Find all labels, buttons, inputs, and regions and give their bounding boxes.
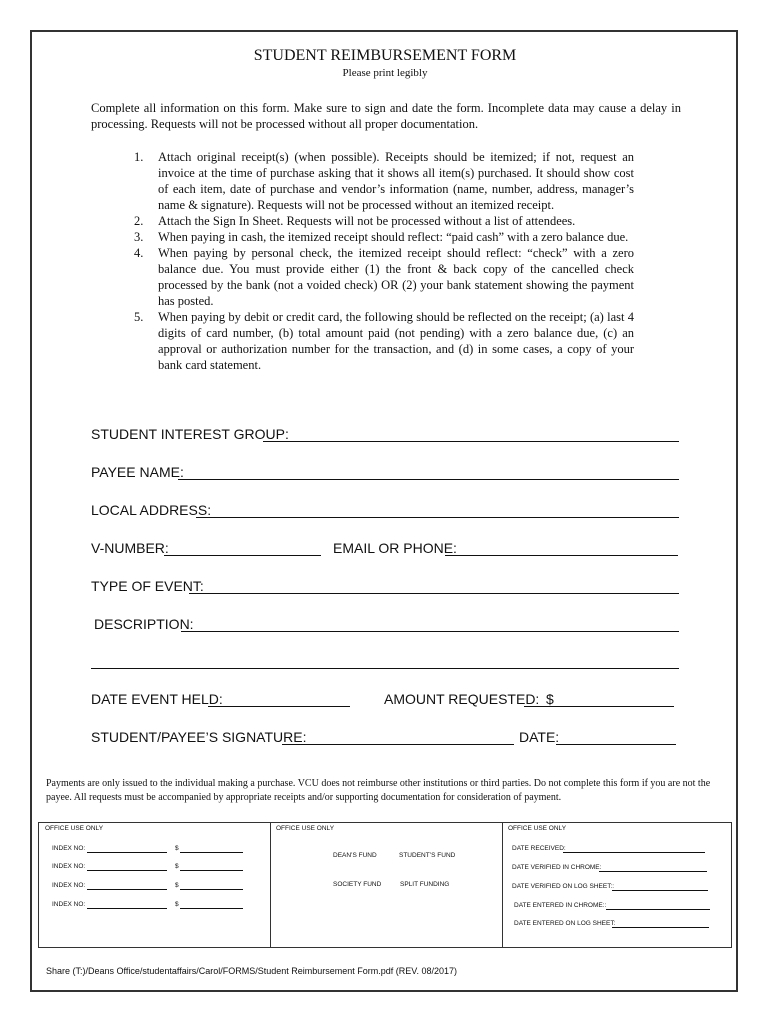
instruction-number: 5. (134, 310, 144, 324)
date-line[interactable] (556, 744, 676, 745)
dollar-label: $ (175, 882, 179, 889)
deans-fund-option[interactable]: DEAN’S FUND (333, 852, 377, 859)
date-verified-log-line[interactable] (612, 890, 708, 891)
date-verified-chrome-line[interactable] (599, 871, 707, 872)
office-column-divider (502, 822, 503, 948)
signature-label: STUDENT/PAYEE’S SIGNATURE: (91, 729, 307, 745)
amount-line[interactable] (180, 870, 243, 871)
office-use-box (38, 822, 732, 948)
instruction-item (134, 229, 634, 245)
index-no-label: INDEX NO: (52, 882, 86, 889)
payee-name-label: PAYEE NAME: (91, 464, 184, 480)
date-entered-chrome-line[interactable] (606, 909, 710, 910)
student-interest-group-label: STUDENT INTEREST GROUP: (91, 426, 289, 442)
instruction-number: 1. (134, 150, 144, 164)
signature-line[interactable] (282, 744, 514, 745)
index-no-line[interactable] (87, 852, 167, 853)
date-received-label: DATE RECEIVED: (512, 845, 566, 852)
amount-line[interactable] (180, 889, 243, 890)
footer-path: Share (T:)/Deans Office/studentaffairs/Carol/FORMS/Student Reimbursement Form.pdf (REV. 08/2017) (46, 966, 458, 976)
index-no-line[interactable] (87, 870, 167, 871)
office-column-divider (270, 822, 271, 948)
type-of-event-label: TYPE OF EVENT: (91, 578, 204, 594)
instruction-text: When paying by personal check, the itemized receipt should reflect: “check” with a zero balance due. You must provide either (1) the front & back copy of the cancelled check processed by the bank (not a voided check) OR (2) your bank statement showing the payment has posted. (158, 246, 634, 308)
email-or-phone-label: EMAIL OR PHONE: (333, 540, 457, 556)
amount-requested-label: AMOUNT REQUESTED: (384, 691, 540, 707)
payee-name-line[interactable] (178, 479, 679, 480)
amount-line[interactable] (180, 908, 243, 909)
date-verified-log-label: DATE VERIFIED ON LOG SHEET:: (512, 883, 615, 890)
date-entered-log-label: DATE ENTERED ON LOG SHEET: (514, 920, 616, 927)
v-number-label: V-NUMBER: (91, 540, 169, 556)
instruction-item (134, 309, 634, 373)
instruction-list (134, 149, 634, 373)
instruction-number: 4. (134, 246, 144, 260)
date-received-line[interactable] (563, 852, 705, 853)
form-title: STUDENT REIMBURSEMENT FORM (253, 47, 517, 64)
instruction-text: Attach the Sign In Sheet. Requests will not be processed without a list of attendees. (158, 214, 576, 228)
payment-notice: Payments are only issued to the individual making a purchase. VCU does not reimburse other institutions or third parties. Do not complete this form if you are not the payee. All requests must be accompanied by appropriate receipts and/or supporting documentation for consideration of payment. (46, 778, 711, 803)
local-address-line[interactable] (196, 517, 679, 518)
dollar-label: $ (175, 863, 179, 870)
instruction-text: When paying in cash, the itemized receipt should reflect: “paid cash” with a zero balance due. (158, 230, 629, 244)
date-verified-chrome-label: DATE VERIFIED IN CHROME: (512, 864, 602, 871)
date-event-held-label: DATE EVENT HELD: (91, 691, 223, 707)
instruction-number: 3. (134, 230, 144, 244)
description-line[interactable] (181, 631, 679, 632)
instruction-item (134, 149, 634, 213)
date-event-held-line[interactable] (208, 706, 350, 707)
office-use-header: OFFICE USE ONLY (276, 825, 335, 832)
v-number-line[interactable] (164, 555, 321, 556)
date-entered-chrome-label: DATE ENTERED IN CHROME:: (514, 902, 607, 909)
instruction-text: Attach original receipt(s) (when possible). Receipts should be itemized; if not, request an invoice at the time of purchase asking that it shows all item(s) purchased. It should show cost of each item, date of purchase and vendor’s information (name, number, address, manager’s name & signature). Requests will not be processed without an itemized receipt. (158, 150, 634, 212)
description-line-2[interactable] (91, 668, 679, 669)
email-or-phone-line[interactable] (445, 555, 678, 556)
description-label: DESCRIPTION: (94, 616, 194, 632)
local-address-label: LOCAL ADDRESS: (91, 502, 212, 518)
type-of-event-line[interactable] (189, 593, 679, 594)
office-use-header: OFFICE USE ONLY (508, 825, 567, 832)
instruction-item (134, 213, 634, 229)
intro-paragraph: Complete all information on this form. Make sure to sign and date the form. Incomplete data may cause a delay in processing. Requests will not be processed without all proper documentation. (91, 101, 681, 131)
form-subtitle: Please print legibly (342, 67, 428, 79)
dollar-label: $ (175, 845, 179, 852)
index-no-line[interactable] (87, 889, 167, 890)
split-funding-option[interactable]: SPLIT FUNDING (400, 881, 450, 888)
office-use-header: OFFICE USE ONLY (45, 825, 104, 832)
society-fund-option[interactable]: SOCIETY FUND (333, 881, 382, 888)
date-entered-log-line[interactable] (612, 927, 709, 928)
amount-line[interactable] (180, 852, 243, 853)
student-interest-group-line[interactable] (263, 441, 679, 442)
index-no-label: INDEX NO: (52, 901, 86, 908)
students-fund-option[interactable]: STUDENT’S FUND (399, 852, 456, 859)
instruction-number: 2. (134, 214, 144, 228)
instruction-item (134, 245, 634, 309)
dollar-sign: $ (546, 691, 554, 707)
index-no-line[interactable] (87, 908, 167, 909)
dollar-label: $ (175, 901, 179, 908)
index-no-label: INDEX NO: (52, 863, 86, 870)
index-no-label: INDEX NO: (52, 845, 86, 852)
instruction-text: When paying by debit or credit card, the following should be reflected on the receipt; (a) last 4 digits of card number, (b) total amount paid (not pending) with a zero balance due, (c) an approval or authorization number for the transaction, and (d) in some cases, a copy of your bank card statement. (158, 310, 634, 372)
date-label: DATE: (519, 729, 560, 745)
